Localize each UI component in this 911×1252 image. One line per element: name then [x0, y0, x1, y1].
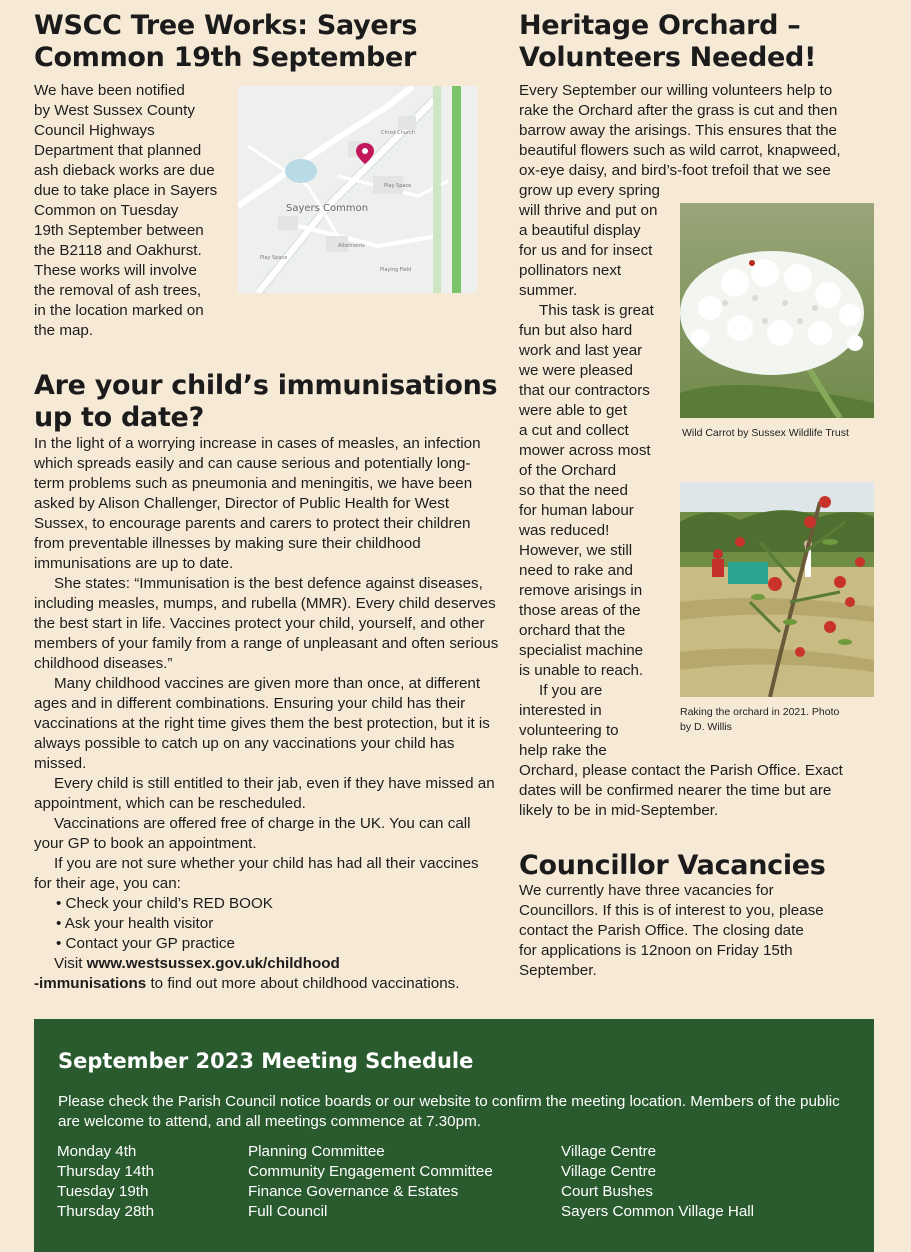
sayers-line: We have been notified: [34, 82, 185, 99]
orchard-intro-line: Every September our willing volunteers help to: [519, 82, 833, 99]
sayers-line: Common on Tuesday: [34, 202, 179, 219]
council-line: We currently have three vacancies for: [519, 882, 774, 899]
sayers-line: Council Highways: [34, 122, 155, 139]
sayers-line: the map.: [34, 322, 94, 339]
council-title: Councillor Vacancies: [519, 850, 826, 881]
orchard-body-line: need to rake and: [519, 562, 633, 579]
orchard-body-line: so that the need: [519, 482, 628, 499]
orchard-body-line: summer.: [519, 282, 578, 299]
map-label-allotments: Allotments: [338, 243, 365, 249]
orchard-closing: [519, 761, 889, 821]
orchard-body-line: a beautiful display: [519, 222, 641, 239]
orchard-body-line: work and last year: [519, 342, 643, 359]
schedule-meeting: Community Engagement Committee: [248, 1163, 493, 1180]
sayers-map: [238, 86, 477, 293]
orchard-body-line: pollinators next: [519, 262, 622, 279]
immunisation-visit: Visit www.westsussex.gov.uk/childhood: [54, 955, 340, 972]
council-body: [519, 881, 889, 981]
schedule-date: Tuesday 19th: [57, 1183, 149, 1200]
council-article: [519, 850, 889, 882]
wild-carrot-caption: Wild Carrot by Sussex Wildlife Trust: [682, 427, 849, 439]
orchard-body-line: those areas of the: [519, 602, 641, 619]
orchard-closing-line: likely to be in mid-September.: [519, 802, 719, 819]
immunisation-para-1: In the light of a worrying increase in cases of measles, an infection which spreads easily and can cause serious and potentially long-term problems such as pneumonia and meningitis, we have been asked by Alison Challenger, Director of Public Health for West Sussex, to encourage parents and carers to protect their children from preventable illnesses by making sure their childhood immunisations are up to date.: [34, 435, 481, 572]
sayers-line: 19th September between: [34, 222, 204, 239]
map-svg: [238, 86, 477, 293]
orchard-body-line: remove arisings in: [519, 582, 643, 599]
orchard-body-line: help rake the: [519, 742, 607, 759]
orchard-body-line: orchard that the: [519, 622, 626, 639]
schedule-venue: Sayers Common Village Hall: [561, 1203, 755, 1220]
orchard-intro-line: rake the Orchard after the grass is cut and then: [519, 102, 838, 119]
council-line: contact the Parish Office. The closing date: [519, 922, 804, 939]
schedule-dates: [57, 1142, 154, 1222]
orchard-body-line: grow up every spring: [519, 182, 660, 199]
orchard-photo-caption: Raking the orchard in 2021. Photo by D. Willis: [680, 706, 840, 733]
orchard-body-line: for us and for insect: [519, 242, 653, 259]
council-line: September.: [519, 962, 597, 979]
orchard-body: [519, 181, 679, 761]
sayers-line: Department that planned: [34, 142, 202, 159]
sayers-line: the B2118 and Oakhurst.: [34, 242, 202, 259]
immunisation-visit-2: -immunisations to find out more about childhood vaccinations.: [34, 975, 460, 992]
schedule-note: Please check the Parish Council notice boards or our website to confirm the meeting location. Members of the public are welcome to attend, and all meetings commence at 7.30pm.: [58, 1093, 840, 1130]
orchard-body-line: that our contractors: [519, 382, 650, 399]
schedule-venue: Village Centre: [561, 1163, 657, 1180]
immunisation-article: [34, 370, 499, 994]
orchard-intro: [519, 81, 889, 181]
orchard-body-line: was reduced!: [519, 522, 610, 539]
meeting-schedule: [34, 1019, 874, 1252]
orchard-raking-photo: [680, 482, 874, 697]
council-line: Councillors. If this is of interest to you, please: [519, 902, 824, 919]
sayers-title: WSCC Tree Works: Sayers Common 19th September: [34, 10, 418, 73]
orchard-article: [519, 10, 889, 74]
orchard-body-line: for human labour: [519, 502, 634, 519]
wild-carrot-photo: [680, 203, 874, 418]
schedule-venue: Court Bushes: [561, 1183, 654, 1200]
sayers-line: ash dieback works are due: [34, 162, 215, 179]
sayers-line: in the location marked on: [34, 302, 204, 319]
orchard-body-line: is unable to reach.: [519, 662, 644, 679]
immunisation-link-2[interactable]: -immunisations: [34, 975, 147, 992]
schedule-title: September 2023 Meeting Schedule: [58, 1049, 474, 1073]
orchard-closing-line: Orchard, please contact the Parish Office. Exact: [519, 762, 843, 779]
immunisation-para-6: If you are not sure whether your child has had all their vaccines for their age, you can:: [34, 855, 479, 892]
orchard-body-line: of the Orchard: [519, 462, 617, 479]
sayers-line: These works will involve: [34, 262, 197, 279]
orchard-closing-line: dates will be confirmed nearer the time but are: [519, 782, 832, 799]
immunisation-bullet-1: • Check your child’s RED BOOK: [56, 895, 273, 912]
orchard-body-line: If you are: [539, 682, 603, 699]
orchard-body-line: a cut and collect: [519, 422, 629, 439]
sayers-line: by West Sussex County: [34, 102, 195, 119]
schedule-date: Monday 4th: [57, 1143, 137, 1160]
schedule-meeting: Full Council: [248, 1203, 328, 1220]
schedule-venues: [561, 1142, 754, 1222]
sayers-body: [34, 81, 234, 341]
map-label-field: Playing Field: [380, 267, 412, 273]
orchard-intro-line: barrow away the arisings. This ensures that the: [519, 122, 837, 139]
orchard-intro-line: ox-eye daisy, and bird’s-foot trefoil that we see: [519, 162, 831, 179]
immunisation-link[interactable]: www.westsussex.gov.uk/childhood: [86, 955, 340, 972]
council-line: for applications is 12noon on Friday 15th: [519, 942, 793, 959]
orchard-body-line: will thrive and put on: [519, 202, 658, 219]
orchard-body-line: interested in: [519, 702, 602, 719]
orchard-title: Heritage Orchard – Volunteers Needed!: [519, 10, 817, 73]
schedule-meeting: Finance Governance & Estates: [248, 1183, 459, 1200]
orchard-body-line: volunteering to: [519, 722, 619, 739]
sayers-line: the removal of ash trees,: [34, 282, 202, 299]
schedule-venue: Village Centre: [561, 1143, 657, 1160]
orchard-body-line: fun but also hard: [519, 322, 633, 339]
immunisation-bullet-2: • Ask your health visitor: [56, 915, 214, 932]
schedule-date: Thursday 14th: [57, 1163, 155, 1180]
orchard-body-line: were able to get: [519, 402, 628, 419]
orchard-body-line: However, we still: [519, 542, 633, 559]
orchard-intro-line: beautiful flowers such as wild carrot, knapweed,: [519, 142, 841, 159]
map-label-town: Sayers Common: [286, 203, 369, 214]
sayers-article: [34, 10, 489, 74]
immunisation-para-5: Vaccinations are offered free of charge in the UK. You can call your GP to book an appointment.: [34, 815, 471, 852]
map-label-play2: Play Space: [260, 255, 288, 261]
schedule-meetings: [248, 1142, 493, 1222]
orchard-body-line: we were pleased: [519, 362, 633, 379]
immunisation-para-3: Many childhood vaccines are given more than once, at different ages and in different combinations. Ensuring your child has their vaccinations at the right time gives them the best protection, but it is always possible to catch up on any vaccinations your child has missed.: [34, 675, 490, 772]
orchard-body-line: mower across most: [519, 442, 651, 459]
orchard-body-line: specialist machine: [519, 642, 644, 659]
immunisation-para-2: She states: “Immunisation is the best defence against diseases, including measles, mumps, and rubella (MMR). Every child deserves the best start in life. Vaccines protect your child, yourself, and other members of your family from a range of unpleasant and often serious childhood diseases.”: [34, 575, 499, 672]
map-label-playspace: Play Space: [384, 183, 412, 189]
immunisation-bullet-3: • Contact your GP practice: [56, 935, 235, 952]
sayers-line: due to take place in Sayers: [34, 182, 218, 199]
map-label-church: Christ Church: [381, 130, 415, 136]
orchard-body-line: This task is great: [539, 302, 654, 319]
schedule-date: Thursday 28th: [57, 1203, 155, 1220]
schedule-meeting: Planning Committee: [248, 1143, 385, 1160]
immunisation-para-4: Every child is still entitled to their jab, even if they have missed an appointment, which can be rescheduled.: [34, 775, 495, 812]
immunisation-title: Are your child’s immunisations up to date?: [34, 370, 498, 433]
